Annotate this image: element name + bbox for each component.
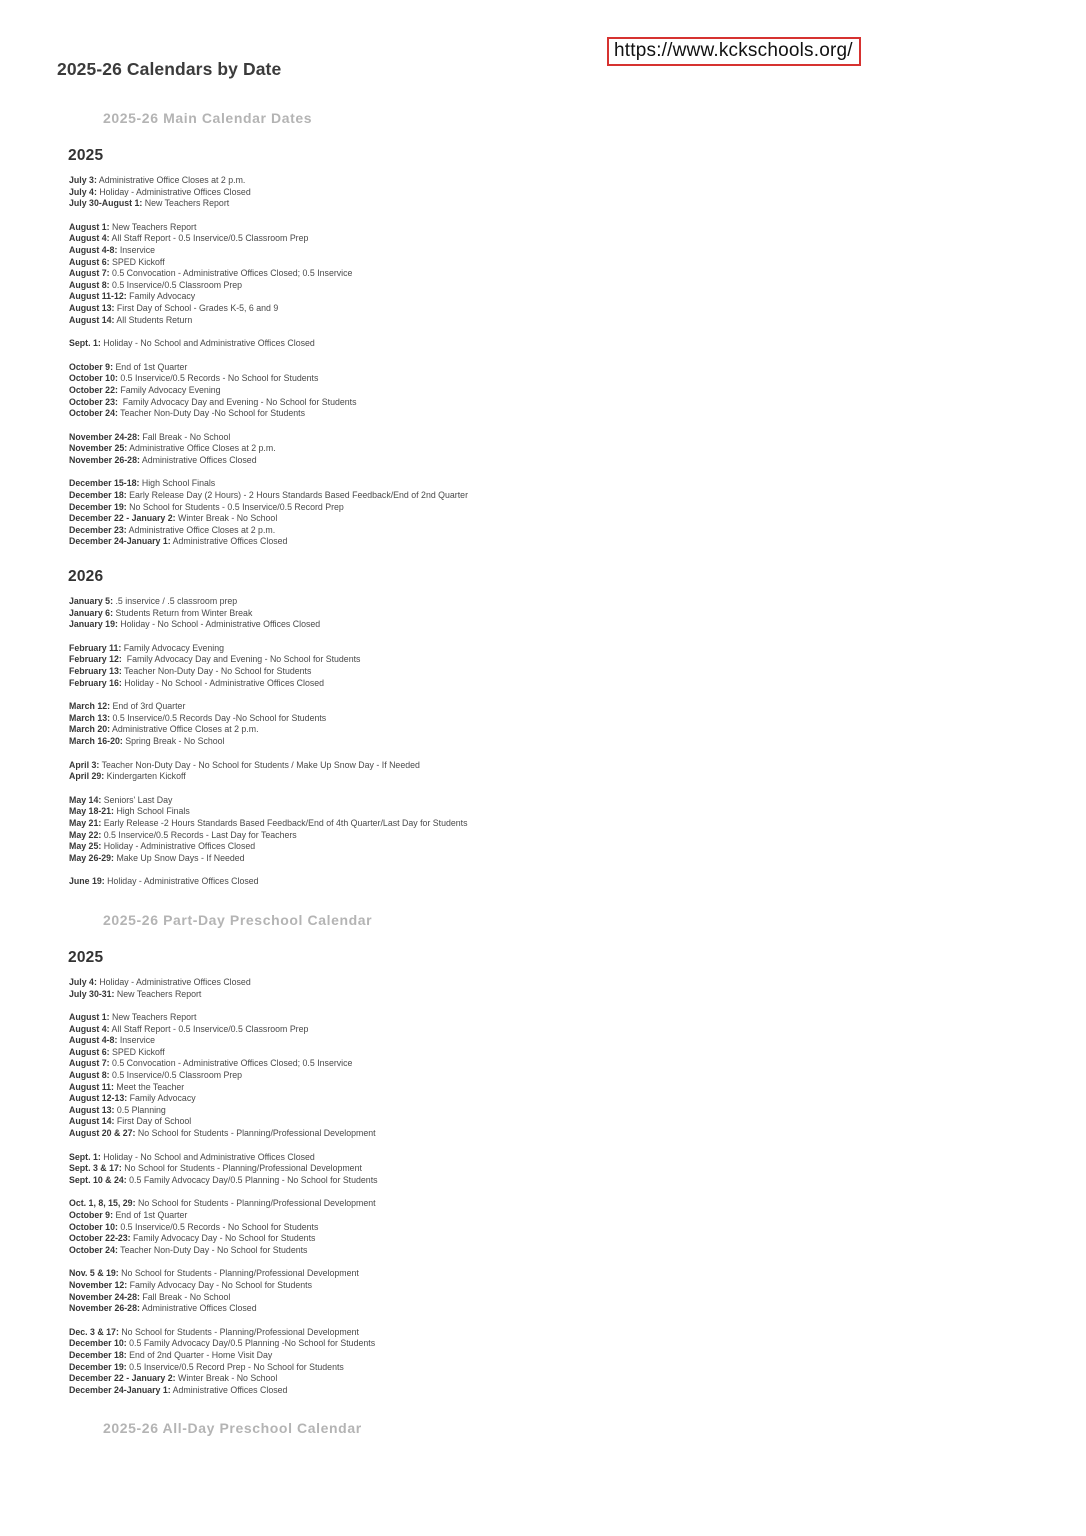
event-description: End of 2nd Quarter - Home Visit Day xyxy=(126,1349,273,1360)
event-description: Teacher Non-Duty Day -No School for Students xyxy=(117,408,305,419)
event-description: Teacher Non-Duty Day - No School for Students xyxy=(121,666,312,676)
event-line xyxy=(69,795,1086,807)
event-group xyxy=(69,1327,1086,1397)
event-line xyxy=(69,175,1086,187)
event-date: April 3: xyxy=(69,759,100,770)
event-line xyxy=(69,513,1086,525)
event-description: All Staff Report - 0.5 Inservice/0.5 Classroom Prep xyxy=(109,1023,309,1034)
event-description: 0.5 Convocation - Administrative Offices Closed; 0.5 Inservice xyxy=(109,268,353,279)
event-line xyxy=(69,853,1086,865)
event-description: Meet the Teacher xyxy=(113,1081,185,1092)
event-description: Holiday - No School and Administrative Offices Closed xyxy=(100,338,315,349)
event-date: January 5: xyxy=(69,596,114,607)
event-description: SPED Kickoff xyxy=(109,256,165,267)
event-description: Administrative Offices Closed xyxy=(139,454,257,465)
event-date: February 13: xyxy=(69,666,122,676)
event-line xyxy=(69,1210,1086,1222)
event-date: December 18: xyxy=(69,1349,127,1360)
event-line xyxy=(69,536,1086,548)
event-line xyxy=(69,1222,1086,1234)
event-date: October 9: xyxy=(69,361,113,372)
event-description: 0.5 Inservice/0.5 Record Prep - No School for Students xyxy=(126,1361,344,1372)
event-description: 0.5 Inservice/0.5 Classroom Prep xyxy=(109,279,243,290)
event-description: Inservice xyxy=(117,244,156,255)
event-line xyxy=(69,736,1086,748)
event-description: Administrative Office Closes at 2 p.m. xyxy=(96,175,246,185)
event-date: August 1: xyxy=(69,221,110,232)
event-group xyxy=(69,362,1086,420)
event-line xyxy=(69,654,1086,666)
event-date: May 26-29: xyxy=(69,852,114,863)
event-line xyxy=(69,1350,1086,1362)
event-line xyxy=(69,1362,1086,1374)
event-line xyxy=(69,1047,1086,1059)
event-description: Inservice xyxy=(117,1035,156,1046)
event-group xyxy=(69,1012,1086,1140)
event-date: August 4: xyxy=(69,1023,110,1034)
event-date: October 10: xyxy=(69,373,118,384)
event-description: Family Advocacy xyxy=(127,1093,196,1104)
event-description: Administrative Offices Closed xyxy=(170,536,288,547)
event-date: August 11-12: xyxy=(69,291,127,302)
event-description: SPED Kickoff xyxy=(109,1046,165,1057)
event-line xyxy=(69,525,1086,537)
event-description: Fall Break - No School xyxy=(139,431,231,442)
event-description: New Teachers Report xyxy=(109,1012,197,1023)
event-description: 0.5 Inservice/0.5 Records - No School for Students xyxy=(117,1221,319,1232)
event-date: Sept. 10 & 24: xyxy=(69,1174,127,1185)
event-date: August 12-13: xyxy=(69,1093,128,1104)
event-date: October 22-23: xyxy=(69,1233,131,1244)
event-date: November 12: xyxy=(69,1279,128,1290)
event-date: May 22: xyxy=(69,829,102,840)
event-line xyxy=(69,373,1086,385)
event-date: July 4: xyxy=(69,186,97,197)
event-line xyxy=(69,876,1086,888)
event-date: December 19: xyxy=(69,1361,127,1372)
event-date: August 8: xyxy=(69,1070,110,1081)
event-line xyxy=(69,397,1086,409)
event-line xyxy=(69,408,1086,420)
event-line xyxy=(69,1373,1086,1385)
event-line xyxy=(69,1152,1086,1164)
event-date: December 10: xyxy=(69,1338,127,1349)
event-description: Administrative Office Closes at 2 p.m. xyxy=(126,524,276,535)
event-description: No School for Students - Planning/Professional Development xyxy=(121,1163,362,1174)
event-description: Winter Break - No School xyxy=(175,1373,278,1384)
event-description: Teacher Non-Duty Day - No School for Students xyxy=(117,1244,308,1255)
event-line xyxy=(69,1338,1086,1350)
calendar-section xyxy=(0,110,1086,888)
event-date: January 6: xyxy=(69,607,114,618)
event-line xyxy=(69,1024,1086,1036)
event-date: December 22 - January 2: xyxy=(69,513,176,524)
url-link[interactable]: https://www.kckschools.org/ xyxy=(614,40,853,61)
event-date: August 8: xyxy=(69,279,110,290)
event-date: Nov. 5 & 19: xyxy=(69,1268,119,1279)
event-date: March 16-20: xyxy=(69,735,123,746)
event-line xyxy=(69,1163,1086,1175)
event-line xyxy=(69,268,1086,280)
event-date: August 1: xyxy=(69,1012,110,1023)
event-date: October 22: xyxy=(69,384,118,395)
event-description: Family Advocacy Day - No School for Students xyxy=(130,1233,316,1244)
event-date: July 30-August 1: xyxy=(69,198,143,209)
event-description: First Day of School xyxy=(114,1116,192,1127)
event-date: December 18: xyxy=(69,490,127,501)
calendar-section xyxy=(0,912,1086,1396)
event-description: Holiday - No School - Administrative Offices Closed xyxy=(117,619,321,630)
event-description: Early Release -2 Hours Standards Based Feedback/End of 4th Quarter/Last Day for Students xyxy=(101,817,468,828)
event-line xyxy=(69,303,1086,315)
event-group xyxy=(69,222,1086,326)
event-line xyxy=(69,1280,1086,1292)
event-date: November 24-28: xyxy=(69,1291,140,1302)
event-group xyxy=(69,876,1086,888)
event-description: Family Advocacy Evening xyxy=(117,384,221,395)
event-date: August 4-8: xyxy=(69,1035,118,1046)
event-line xyxy=(69,338,1086,350)
event-date: July 3: xyxy=(69,175,97,185)
event-date: August 4: xyxy=(69,233,110,244)
event-date: August 6: xyxy=(69,1046,110,1057)
event-description: Family Advocacy Day and Evening - No School for Students xyxy=(121,654,361,665)
event-description: 0.5 Inservice/0.5 Records - Last Day for Teachers xyxy=(101,829,297,840)
event-description: First Day of School - Grades K-5, 6 and 9 xyxy=(114,302,279,313)
event-line xyxy=(69,1093,1086,1105)
event-description: No School for Students - 0.5 Inservice/0.5 Record Prep xyxy=(126,501,344,512)
event-group xyxy=(69,643,1086,689)
event-date: November 26-28: xyxy=(69,454,140,465)
event-date: August 11: xyxy=(69,1081,114,1092)
event-date: Oct. 1, 8, 15, 29: xyxy=(69,1198,136,1209)
event-description: 0.5 Inservice/0.5 Classroom Prep xyxy=(109,1070,243,1081)
event-description: Holiday - Administrative Offices Closed xyxy=(101,841,256,852)
event-date: Sept. 1: xyxy=(69,1151,101,1162)
event-group xyxy=(69,1268,1086,1314)
event-date: December 24-January 1: xyxy=(69,536,171,547)
event-date: July 30-31: xyxy=(69,988,115,999)
event-description: Kindergarten Kickoff xyxy=(104,771,186,782)
event-date: Sept. 1: xyxy=(69,338,101,349)
event-date: July 4: xyxy=(69,976,97,987)
event-date: August 6: xyxy=(69,256,110,267)
event-date: February 11: xyxy=(69,642,122,653)
event-line xyxy=(69,596,1086,608)
event-line xyxy=(69,724,1086,736)
event-description: Early Release Day (2 Hours) - 2 Hours Standards Based Feedback/End of 2nd Quarter xyxy=(126,490,468,501)
event-line xyxy=(69,1175,1086,1187)
event-line xyxy=(69,1012,1086,1024)
event-date: November 26-28: xyxy=(69,1303,140,1314)
event-date: April 29: xyxy=(69,771,105,782)
event-date: December 23: xyxy=(69,524,127,535)
event-line xyxy=(69,198,1086,210)
event-date: March 20: xyxy=(69,724,111,735)
event-date: June 19: xyxy=(69,876,105,887)
event-group xyxy=(69,478,1086,548)
event-line xyxy=(69,1198,1086,1210)
event-date: May 14: xyxy=(69,794,102,805)
event-description: Administrative Office Closes at 2 p.m. xyxy=(110,724,259,735)
event-description: .5 inservice / .5 classroom prep xyxy=(113,596,238,607)
event-line xyxy=(69,1058,1086,1070)
event-date: August 7: xyxy=(69,1058,110,1069)
event-group xyxy=(69,977,1086,1000)
event-description: High School Finals xyxy=(114,806,190,817)
event-description: New Teachers Report xyxy=(142,198,230,209)
year-heading: 2025 xyxy=(68,948,104,966)
event-description: Make Up Snow Days - If Needed xyxy=(114,852,245,863)
event-description: End of 3rd Quarter xyxy=(110,701,186,712)
event-line xyxy=(69,187,1086,199)
event-line xyxy=(69,818,1086,830)
event-description: Students Return from Winter Break xyxy=(113,607,253,618)
event-description: New Teachers Report xyxy=(114,988,202,999)
event-description: 0.5 Inservice/0.5 Records Day -No School for Students xyxy=(110,712,327,723)
event-date: May 21: xyxy=(69,817,102,828)
event-line xyxy=(69,713,1086,725)
event-date: January 19: xyxy=(69,619,118,630)
event-line xyxy=(69,666,1086,678)
event-date: Dec. 3 & 17: xyxy=(69,1326,119,1337)
event-group xyxy=(69,1198,1086,1256)
event-line xyxy=(69,619,1086,631)
event-line xyxy=(69,1292,1086,1304)
event-description: Holiday - Administrative Offices Closed xyxy=(96,976,251,987)
event-line xyxy=(69,1128,1086,1140)
event-description: Administrative Offices Closed xyxy=(139,1303,257,1314)
event-line xyxy=(69,1303,1086,1315)
event-group xyxy=(69,175,1086,210)
event-date: December 22 - January 2: xyxy=(69,1373,176,1384)
event-description: Family Advocacy Day - No School for Students xyxy=(127,1279,312,1290)
event-date: November 24-28: xyxy=(69,431,140,442)
event-line xyxy=(69,1233,1086,1245)
event-line xyxy=(69,233,1086,245)
event-date: October 24: xyxy=(69,1244,118,1255)
event-description: Holiday - Administrative Offices Closed xyxy=(96,186,251,197)
event-date: August 13: xyxy=(69,1104,115,1115)
event-description: Holiday - No School and Administrative Offices Closed xyxy=(100,1151,315,1162)
event-description: All Staff Report - 0.5 Inservice/0.5 Classroom Prep xyxy=(109,233,309,244)
year-heading: 2025 xyxy=(68,147,104,164)
event-line xyxy=(69,245,1086,257)
event-date: December 24-January 1: xyxy=(69,1384,171,1395)
event-line xyxy=(69,291,1086,303)
event-group xyxy=(69,795,1086,865)
event-line xyxy=(69,771,1086,783)
event-line xyxy=(69,608,1086,620)
event-description: 0.5 Inservice/0.5 Records - No School for Students xyxy=(117,373,319,384)
event-description: End of 1st Quarter xyxy=(113,1210,188,1220)
event-description: 0.5 Convocation - Administrative Offices Closed; 0.5 Inservice xyxy=(109,1058,353,1069)
event-line xyxy=(69,1268,1086,1280)
event-date: August 14: xyxy=(69,1116,115,1127)
event-line xyxy=(69,1070,1086,1082)
event-date: November 25: xyxy=(69,443,128,454)
event-line xyxy=(69,1082,1086,1094)
event-description: Teacher Non-Duty Day - No School for Students / Make Up Snow Day - If Needed xyxy=(99,759,420,770)
event-description: End of 1st Quarter xyxy=(113,361,188,372)
event-line xyxy=(69,1116,1086,1128)
event-date: October 9: xyxy=(69,1210,113,1220)
event-line xyxy=(69,502,1086,514)
event-date: December 19: xyxy=(69,501,127,512)
event-description: All Students Return xyxy=(114,314,193,325)
event-date: May 18-21: xyxy=(69,806,114,817)
event-date: Sept. 3 & 17: xyxy=(69,1163,122,1174)
event-description: Spring Break - No School xyxy=(122,735,225,746)
event-description: Family Advocacy xyxy=(126,291,196,302)
event-description: 0.5 Family Advocacy Day/0.5 Planning -No School for Students xyxy=(126,1338,376,1349)
event-description: Family Advocacy Day and Evening - No School for Students xyxy=(117,396,357,407)
event-date: February 12: xyxy=(69,654,122,665)
event-line xyxy=(69,830,1086,842)
event-line xyxy=(69,432,1086,444)
event-line xyxy=(69,1327,1086,1339)
event-group xyxy=(69,701,1086,747)
event-line xyxy=(69,1105,1086,1117)
page-title: 2025-26 Calendars by Date xyxy=(57,59,282,79)
event-description: 0.5 Family Advocacy Day/0.5 Planning - No School for Students xyxy=(126,1174,378,1185)
event-description: Fall Break - No School xyxy=(139,1291,231,1302)
event-date: August 20 & 27: xyxy=(69,1128,136,1139)
event-group xyxy=(69,338,1086,350)
section-heading: 2025-26 All-Day Preschool Calendar xyxy=(103,1420,362,1437)
event-line xyxy=(69,678,1086,690)
event-line xyxy=(69,1385,1086,1397)
event-description: No School for Students - Planning/Professional Development xyxy=(118,1268,359,1279)
event-description: No School for Students - Planning/Professional Development xyxy=(118,1326,359,1337)
event-group xyxy=(69,432,1086,467)
event-line xyxy=(69,701,1086,713)
event-date: February 16: xyxy=(69,677,122,688)
event-description: High School Finals xyxy=(139,478,216,489)
year-heading: 2026 xyxy=(68,568,104,586)
event-date: March 12: xyxy=(69,701,111,712)
event-description: No School for Students - Planning/Professional Development xyxy=(135,1198,376,1209)
event-line xyxy=(69,315,1086,327)
event-line xyxy=(69,385,1086,397)
event-line xyxy=(69,760,1086,772)
event-group xyxy=(69,596,1086,631)
event-description: Holiday - Administrative Offices Closed xyxy=(104,876,259,887)
event-description: Winter Break - No School xyxy=(175,513,278,524)
event-description: Family Advocacy Evening xyxy=(121,642,225,653)
event-description: Administrative Offices Closed xyxy=(170,1384,288,1395)
event-line xyxy=(69,280,1086,292)
event-description: New Teachers Report xyxy=(109,221,197,232)
event-description: No School for Students - Planning/Professional Development xyxy=(135,1128,376,1139)
event-line xyxy=(69,443,1086,455)
event-line xyxy=(69,478,1086,490)
event-line xyxy=(69,222,1086,234)
event-line xyxy=(69,989,1086,1001)
event-date: August 13: xyxy=(69,302,115,313)
event-date: August 4-8: xyxy=(69,244,118,255)
section-heading: 2025-26 Part-Day Preschool Calendar xyxy=(103,911,373,928)
event-group xyxy=(69,1152,1086,1187)
event-date: March 13: xyxy=(69,712,111,723)
event-line xyxy=(69,490,1086,502)
event-line xyxy=(69,841,1086,853)
event-line xyxy=(69,257,1086,269)
event-date: August 14: xyxy=(69,314,115,325)
event-date: October 10: xyxy=(69,1221,118,1232)
event-line xyxy=(69,643,1086,655)
event-description: 0.5 Planning xyxy=(114,1104,166,1115)
event-date: August 7: xyxy=(69,268,110,279)
event-line xyxy=(69,977,1086,989)
section-heading: 2025-26 Main Calendar Dates xyxy=(103,110,313,126)
event-line xyxy=(69,362,1086,374)
event-date: December 15-18: xyxy=(69,478,140,489)
event-line xyxy=(69,1035,1086,1047)
event-date: October 23: xyxy=(69,396,118,407)
event-group xyxy=(69,760,1086,783)
event-line xyxy=(69,806,1086,818)
event-line xyxy=(69,455,1086,467)
event-date: May 25: xyxy=(69,841,102,852)
event-description: Seniors' Last Day xyxy=(101,794,173,805)
event-description: Holiday - No School - Administrative Offices Closed xyxy=(121,677,325,688)
event-date: October 24: xyxy=(69,408,118,419)
calendar-section xyxy=(0,1420,1086,1437)
event-line xyxy=(69,1245,1086,1257)
event-description: Administrative Office Closes at 2 p.m. xyxy=(127,443,276,454)
